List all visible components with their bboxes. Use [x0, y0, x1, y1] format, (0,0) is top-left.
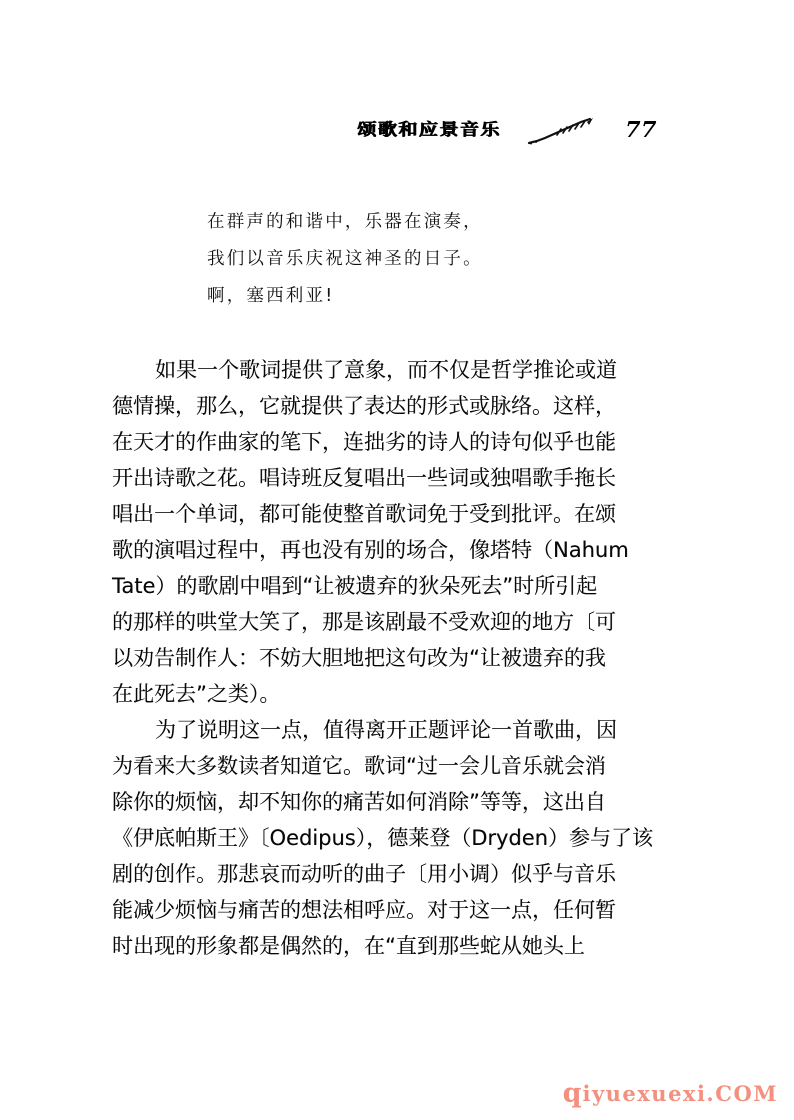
- running-head: [113, 112, 685, 148]
- body-line: 在天才的作曲家的笔下，连拙劣的诗人的诗句似乎也能: [112, 430, 616, 454]
- body-line: 如果一个歌词提供了意象，而不仅是哲学推论或道: [155, 358, 617, 382]
- body-line: 剧的创作。那悲哀而动听的曲子〔用小调）似乎与音乐: [112, 862, 616, 886]
- body-line: 能减少烦恼与痛苦的想法相呼应。对于这一点，任何暂: [112, 898, 616, 922]
- body-line: 除你的烦恼，却不知你的痛苦如何消除”等等，这出自: [112, 790, 606, 814]
- body-line: 《伊底帕斯王》〔Oedipus），德莱登（Dryden）参与了该: [112, 826, 653, 850]
- body-line: 歌的演唱过程中，再也没有别的场合，像塔特（Nahum: [112, 538, 629, 562]
- watermark-lead-letter: q: [562, 1078, 583, 1109]
- page-number: 77: [624, 117, 658, 143]
- body-line: 为了说明这一点，值得离开正题评论一首歌曲，因: [155, 718, 617, 742]
- watermark-text: iyuexuexi.COM: [582, 1081, 778, 1106]
- body-line: 为看来大多数读者知道它。歌词“过一会儿音乐就会消: [112, 754, 606, 778]
- body-line: 开出诗歌之花。唱诗班反复唱出一些词或独唱歌手拖长: [112, 466, 616, 490]
- site-watermark: [562, 1078, 778, 1109]
- verse-quotation: [207, 204, 647, 315]
- running-head-title: 颂歌和应景音乐: [357, 120, 501, 140]
- body-line: 时出现的形象都是偶然的，在“直到那些蛇从她头上: [112, 934, 585, 958]
- body-line: 德情操，那么，它就提供了表达的形式或脉络。这样，: [112, 394, 616, 418]
- body-line: Tate）的歌剧中唱到“让被遗弃的狄朵死去”时所引起: [112, 574, 598, 598]
- body-line: 唱出一个单词，都可能使整首歌词免于受到批评。在颂: [112, 502, 616, 526]
- body-line: 的那样的哄堂大笑了，那是该剧最不受欢迎的地方〔可: [112, 610, 616, 634]
- body-line: 在此死去”之类）。: [112, 682, 281, 706]
- body-paragraph-two: [112, 712, 688, 964]
- verse-line: 我们以音乐庆祝这神圣的日子。: [207, 249, 483, 269]
- verse-line: 啊，塞西利亚!: [207, 286, 335, 306]
- verse-line: 在群声的和谐中，乐器在演奏，: [207, 212, 483, 232]
- body-line: 以劝告制作人：不妨大胆地把这句改为“让被遗弃的我: [112, 646, 606, 670]
- calligraphic-flourish-icon: [527, 116, 595, 146]
- body-paragraph-one: [112, 352, 688, 712]
